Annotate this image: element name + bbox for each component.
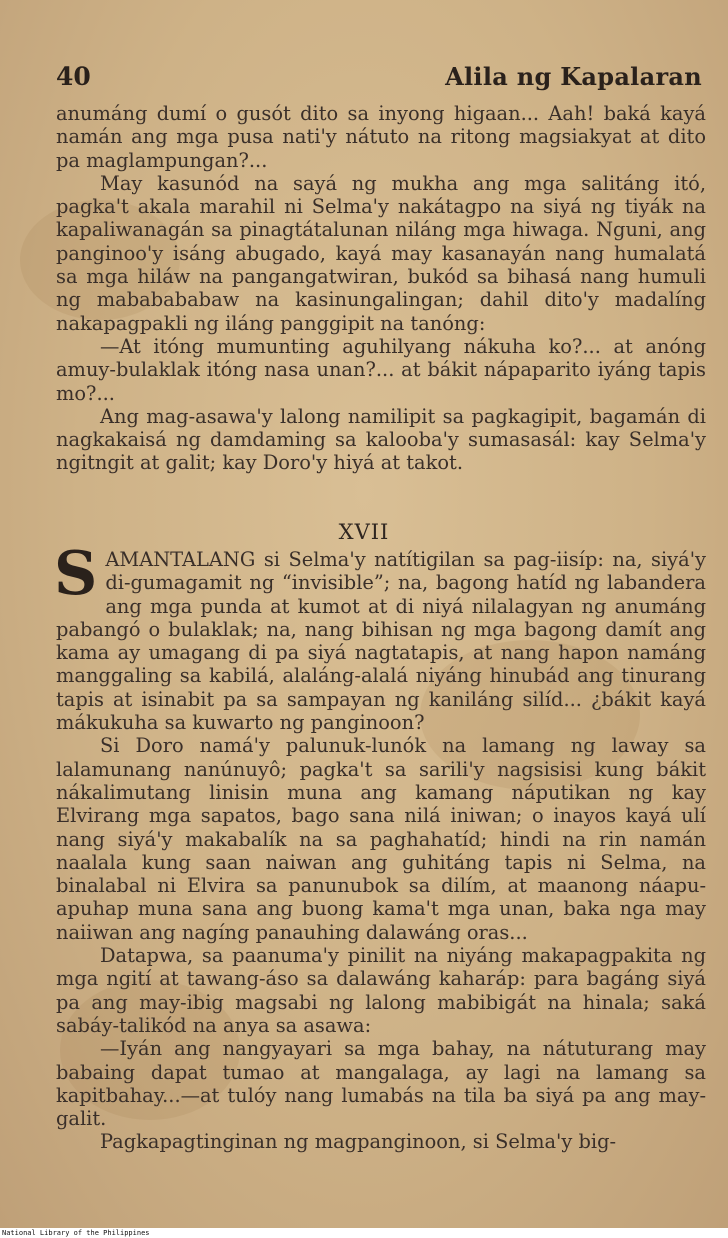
page-number: 40 xyxy=(56,62,91,91)
paragraph: Si Doro namá'y palunuk-lunók na lamang ng laway sa lalamunang nanúnuyô; pagka't sa sarili'y nagsisisi kung bákit nákalimutang linisin muna ang kamang náputikan ng kay Elvirang mga sapatos, bago sana nilá iniwan; o inayos kayá ulí nang siyá'y makabalík na sa paghahatíd; hindi na rin namán naalala kung saan naiwan ang guhitáng tapis ni Selma, na binalabal ni Elvira sa panunubok sa dilím, at maanong náapu-apuhap muna sana ang buong kama't mga unan, baka nga may naiiwan ang nagíng panauhing dalawáng oras... xyxy=(56,734,706,944)
paragraph: May kasunód na sayá ng mukha ang mga salitáng itó, pagka't akala marahil ni Selma'y nakátagpo na siyá ng tiyák na kapaliwanagán sa pinagtátalunan niláng mga hiwaga. Nguni, ang panginoo'y isáng abugado, kayá may kasanayán nang humalatá sa mga hiláw na pangangatwiran, bukód sa bihasá nang humuli ng mababababaw na kasinungalingan; dahil dito'y madalíng nakapagpakli ng iláng panggipit na tanóng: xyxy=(56,171,706,335)
first-paragraph-text: AMANTALANG si Selma'y natítigilan sa pag-iisíp: na, siyá'y di-gumagamit ng “invisible”; na, bagong hatíd ng labandera ang mga punda at kumot at di niyá nilalagyan ng anumáng pabangó o bulaklak; na, nang bihisan ng mga bagong damít ang kama ay umagang di pa siyá nagtatapis, at nang hapon namáng manggaling sa kabilá, alaláng-alalá niyáng hinubád ang tinurang tapis at isinabit pa sa sampayan ng kaniláng silíd... ¿bákit kayá mákukuha sa kuwarto ng panginoon? xyxy=(56,548,706,735)
chapter-first-paragraph xyxy=(54,539,706,735)
paragraph: Pagkapagtinginan ng magpanginoon, si Selma'y big- xyxy=(100,1130,617,1154)
paragraph: Ang mag-asawa'y lalong namilipit sa pagkagipit, bagamán di nagkakaisá ng damdaming sa kalooba'y sumasasál: kay Selma'y ngitngit at galit; kay Doro'y hiyá at takot. xyxy=(56,404,706,475)
drop-cap: S xyxy=(54,539,98,609)
footer-credit: National Library of the Philippines xyxy=(2,1229,150,1237)
footer-strip xyxy=(0,1228,728,1238)
paragraph: Datapwa, sa paanuma'y pinilit na niyáng makapagpakita ng mga ngití at tawang-áso sa dalawáng kaharáp: para bagáng siyá pa ang may-ibig magsabi ng lalong mabibigát na hinala; saká sabáy-talikód na anya sa asawa: xyxy=(56,944,706,1037)
paragraph: —At itóng mumunting aguhilyang nákuha ko?... at anóng amuy-bulaklak itóng nasa unan?... at bákit nápaparito iyáng tapis mo?... xyxy=(56,334,706,405)
chapter-body xyxy=(54,539,706,1154)
paragraph: anumáng dumí o gusót dito sa inyong higaan... Aah! baká kayá namán ang mga pusa nati'y nátuto na ritong magsiakyat at dito pa maglampungan?... xyxy=(56,102,706,172)
body-text-top xyxy=(56,102,706,475)
page-header xyxy=(56,62,702,98)
chapter-heading: XVII xyxy=(338,520,390,544)
running-title: Alila ng Kapalaran xyxy=(445,62,702,91)
paragraph: —Iyán ang nangyayari sa mga bahay, na nátuturang may babaing dapat tumao at mangalaga, ay lagi na lamang sa kapitbahay...—at tulóy nang lumabás na tila ba siyá pa ang may-galit. xyxy=(56,1037,706,1131)
